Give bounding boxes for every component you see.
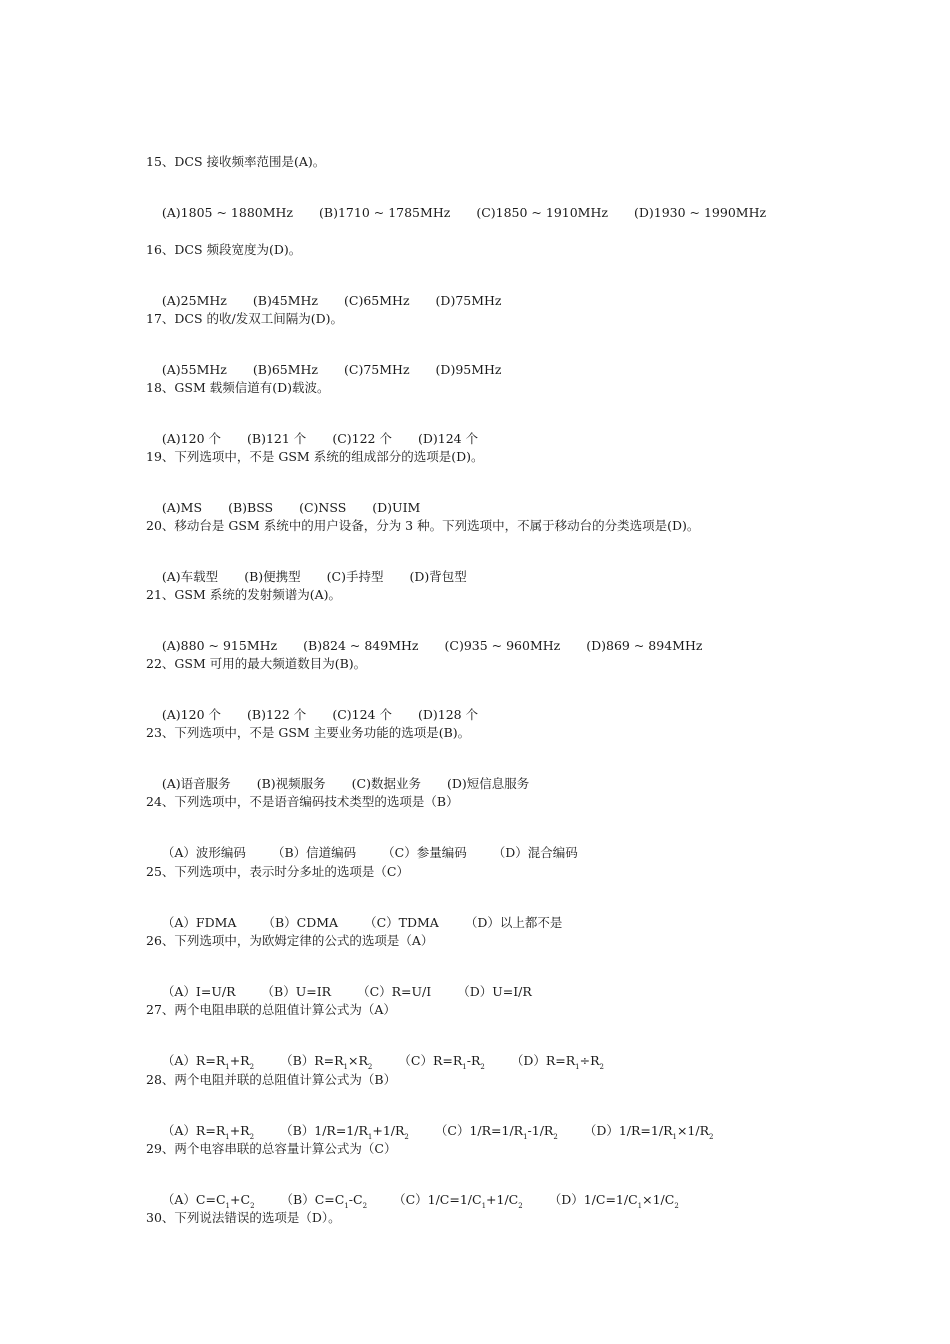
option-a: $(A)R=R_1+R_2$ — [161, 1123, 255, 1141]
question-16: 16、DCS 频段宽度为(D)。 — [146, 242, 302, 257]
option-a: (A)MS — [161, 500, 203, 515]
options-26 — [146, 968, 532, 999]
option-a: $(A)C=C_1+C_2$ — [161, 1192, 255, 1210]
options-23 — [146, 760, 530, 791]
option-c: (C)75MHz — [344, 362, 410, 377]
option-b: (B)BSS — [228, 500, 274, 515]
option-c: (C)935 ~ 960MHz — [444, 638, 561, 653]
option-c: (C)1850 ~ 1910MHz — [476, 205, 608, 220]
option-d: $(D)1/R=1/R_1\times 1/R_2$ — [583, 1123, 714, 1141]
options-19 — [146, 484, 421, 515]
option-d: (D)124 个 — [417, 431, 479, 446]
option-a: (A)车载型 — [161, 569, 219, 584]
option-d: (D)短信息服务 — [446, 776, 530, 791]
options-20 — [146, 553, 467, 584]
question-18: 18、GSM 载频信道有(D)载波。 — [146, 380, 330, 395]
option-a: (A)120 个 — [161, 707, 222, 722]
option-c: (C)NSS — [299, 500, 347, 515]
option-d: (D)869 ~ 894MHz — [586, 638, 703, 653]
question-22: 22、GSM 可用的最大频道数目为(B)。 — [146, 656, 367, 671]
option-d: （D）以上都不是 — [464, 915, 563, 930]
option-c: $(C)R=R_1-R_2$ — [398, 1053, 485, 1071]
option-b: $(B)C=C_1-C_2$ — [280, 1192, 368, 1210]
option-d: (D)128 个 — [417, 707, 479, 722]
option-d: (D)背包型 — [409, 569, 467, 584]
option-c: $(C)1/C=1/C_1+1/C_2$ — [393, 1192, 523, 1210]
option-d: (D)UIM — [372, 500, 421, 515]
option-b: （B）信道编码 — [271, 845, 357, 860]
option-b: (B)121 个 — [247, 431, 307, 446]
option-c: (C)65MHz — [344, 293, 410, 308]
option-b: (B)45MHz — [252, 293, 319, 308]
option-a: (A)880 ~ 915MHz — [161, 638, 278, 653]
options-18 — [146, 415, 479, 446]
option-d: $(D)R=R_1\div R_2$ — [510, 1053, 604, 1071]
options-16 — [146, 277, 502, 308]
option-a: (A)120 个 — [161, 431, 222, 446]
question-17: 17、DCS 的收/发双工间隔为(D)。 — [146, 311, 344, 326]
option-a: $(A)R=R_1+R_2$ — [161, 1053, 255, 1071]
option-a: (A)1805 ~ 1880MHz — [161, 205, 294, 220]
option-c: （C）TDMA — [364, 915, 439, 930]
option-c: (C)数据业务 — [351, 776, 421, 791]
question-15: 15、DCS 接收频率范围是(A)。 — [146, 154, 326, 169]
question-24: 24、下列选项中，不是语音编码技术类型的选项是（B） — [146, 794, 459, 809]
option-a: (A)语音服务 — [161, 776, 231, 791]
option-c: (C)手持型 — [326, 569, 384, 584]
option-b: $(B)R=R_1\times R_2$ — [280, 1053, 373, 1071]
question-28: 28、两个电阻并联的总阻值计算公式为（B） — [146, 1072, 397, 1087]
option-d: (D)1930 ~ 1990MHz — [633, 205, 767, 220]
question-30: 30、下列说法错误的选项是（D）。 — [146, 1210, 341, 1225]
question-20: 20、移动台是 GSM 系统中的用户设备，分为 3 种。下列选项中，不属于移动台的分类选项是(D)。 — [146, 518, 700, 533]
option-d: (D)95MHz — [435, 362, 502, 377]
options-25 — [146, 899, 563, 930]
options-21 — [146, 622, 703, 653]
question-23: 23、下列选项中，不是 GSM 主要业务功能的选项是(B)。 — [146, 725, 471, 740]
option-c: (C)124 个 — [332, 707, 392, 722]
option-b: （B）U=IR — [261, 984, 332, 999]
options-28 — [146, 1107, 714, 1141]
option-b: $(B)1/R=1/R_1+1/R_2$ — [280, 1123, 409, 1141]
option-b: (B)824 ~ 849MHz — [303, 638, 419, 653]
options-27 — [146, 1037, 604, 1071]
options-24 — [146, 829, 578, 860]
question-19: 19、下列选项中，不是 GSM 系统的组成部分的选项是(D)。 — [146, 449, 484, 464]
options-22 — [146, 691, 479, 722]
option-c: （C）R=U/I — [357, 984, 432, 999]
option-b: (B)122 个 — [247, 707, 307, 722]
options-29 — [146, 1176, 679, 1210]
question-25: 25、下列选项中，表示时分多址的选项是（C） — [146, 864, 409, 879]
question-26: 26、下列选项中，为欧姆定律的公式的选项是（A） — [146, 933, 434, 948]
option-c: （C）参量编码 — [382, 845, 467, 860]
option-a: （A）波形编码 — [161, 845, 246, 860]
option-b: （B）CDMA — [262, 915, 339, 930]
options-17 — [146, 346, 502, 377]
option-c: (C)122 个 — [332, 431, 392, 446]
option-a: (A)55MHz — [161, 362, 227, 377]
question-29: 29、两个电容串联的总容量计算公式为（C） — [146, 1141, 397, 1156]
option-d: （D）混合编码 — [492, 845, 578, 860]
option-a: (A)25MHz — [161, 293, 227, 308]
option-c: $(C)1/R=1/R_1-1/R_2$ — [434, 1123, 558, 1141]
option-d: (D)75MHz — [435, 293, 502, 308]
option-b: (B)1710 ~ 1785MHz — [319, 205, 451, 220]
option-a: （A）I=U/R — [161, 984, 236, 999]
option-b: (B)视频服务 — [256, 776, 326, 791]
option-d: $(D)1/C=1/C_1\times 1/C_2$ — [548, 1192, 679, 1210]
question-21: 21、GSM 系统的发射频谱为(A)。 — [146, 587, 342, 602]
option-b: (B)便携型 — [244, 569, 301, 584]
option-b: (B)65MHz — [252, 362, 319, 377]
question-27: 27、两个电阻串联的总阻值计算公式为（A） — [146, 1002, 396, 1017]
option-a: （A）FDMA — [161, 915, 237, 930]
option-d: （D）U=I/R — [457, 984, 532, 999]
options-15 — [146, 189, 767, 220]
